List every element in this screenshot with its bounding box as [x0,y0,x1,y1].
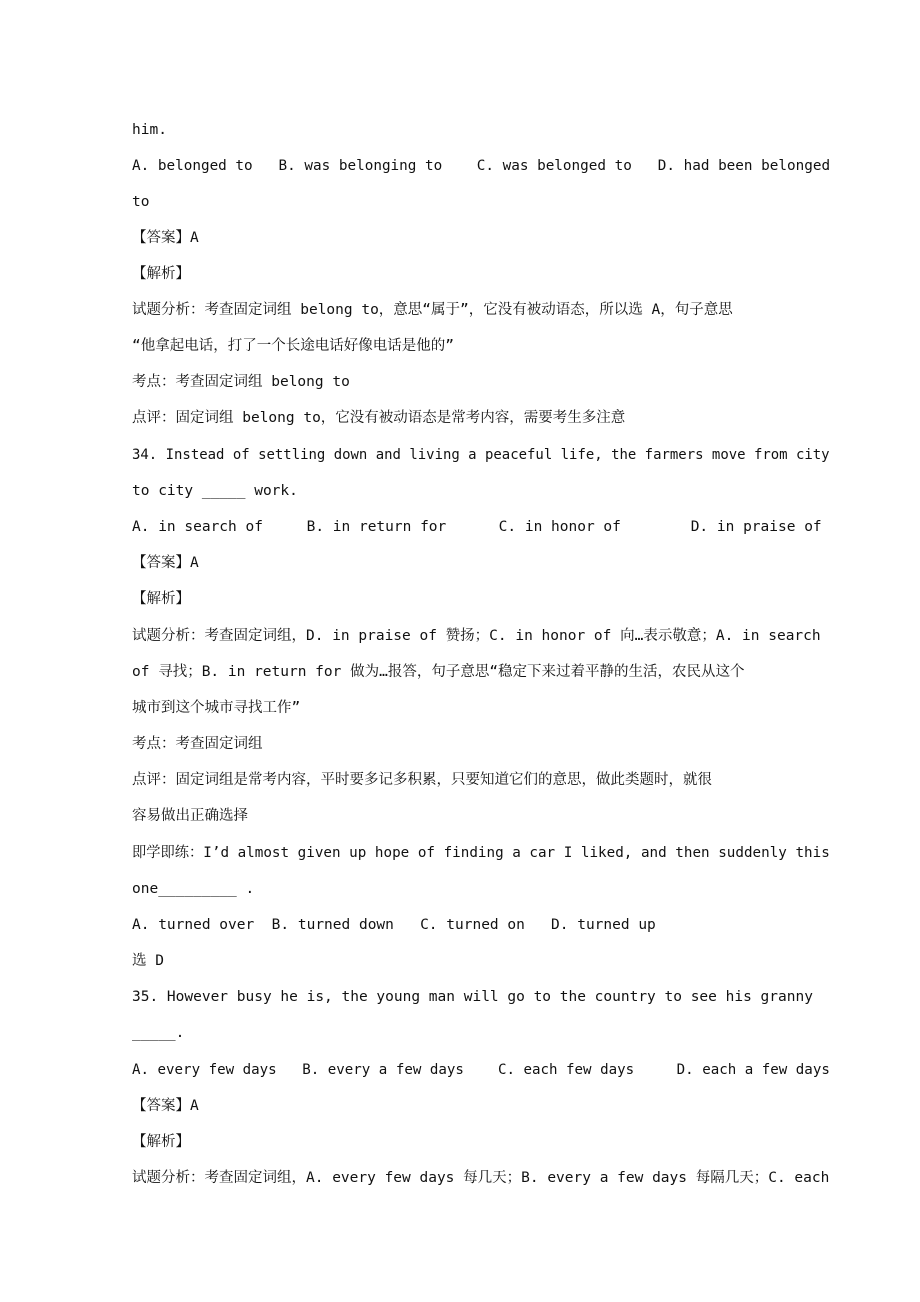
text-line: him. [132,122,167,138]
text-line: to [132,194,150,210]
text-line: 试题分析：考查固定词组，D. in praise of 赞扬；C. in honor of 向…表示敬意；A. in search [132,628,821,644]
text-line: 试题分析：考查固定词组，A. every few days 每几天；B. every a few days 每隔几天；C. each [132,1170,830,1186]
text-line: 考点：考查固定词组 belong to [132,374,350,390]
answer-label: 【答案】A [132,1098,199,1114]
question-34: 34. Instead of settling down and living a peaceful life, the farmers move from city [132,447,830,463]
text-line: of 寻找；B. in return for 做为…报答，句子意思“稳定下来过着平静的生活，农民从这个 [132,664,745,680]
text-line: 考点：考查固定词组 [132,736,263,752]
answer-label: 【答案】A [132,555,199,571]
q33-options: A. belonged to B. was belonging to C. was belonged to D. had been belonged [132,158,831,174]
text-line: one_________ . [132,881,255,897]
question-35: 35. However busy he is, the young man will go to the country to see his granny [132,989,813,1005]
text-line: to city _____ work. [132,483,298,499]
practice-question: 即学即练：I’d almost given up hope of finding a car I liked, and then suddenly this [132,845,830,861]
text-line: 点评：固定词组 belong to，它没有被动语态是常考内容，需要考生多注意 [132,410,626,426]
text-line: 容易做出正确选择 [132,808,248,824]
analysis-label: 【解析】 [132,591,190,607]
q35-options: A. every few days B. every a few days C. each few days D. each a few days [132,1062,830,1078]
text-line: 点评：固定词组是常考内容，平时要多记多积累，只要知道它们的意思，做此类题时，就很 [132,772,712,788]
practice-options: A. turned over B. turned down C. turned on D. turned up [132,917,656,933]
text-line: “他拿起电话，打了一个长途电话好像电话是他的” [132,338,454,354]
answer-label: 【答案】A [132,230,199,246]
text-line: 城市到这个城市寻找工作” [132,700,301,716]
practice-answer: 选 D [132,953,164,969]
q34-options: A. in search of B. in return for C. in honor of D. in praise of [132,519,822,535]
text-line: 试题分析：考查固定词组 belong to，意思“属于”，它没有被动语态，所以选 A，句子意思 [132,302,733,318]
analysis-label: 【解析】 [132,1134,190,1150]
analysis-label: 【解析】 [132,266,190,282]
text-line: _____. [132,1025,185,1041]
